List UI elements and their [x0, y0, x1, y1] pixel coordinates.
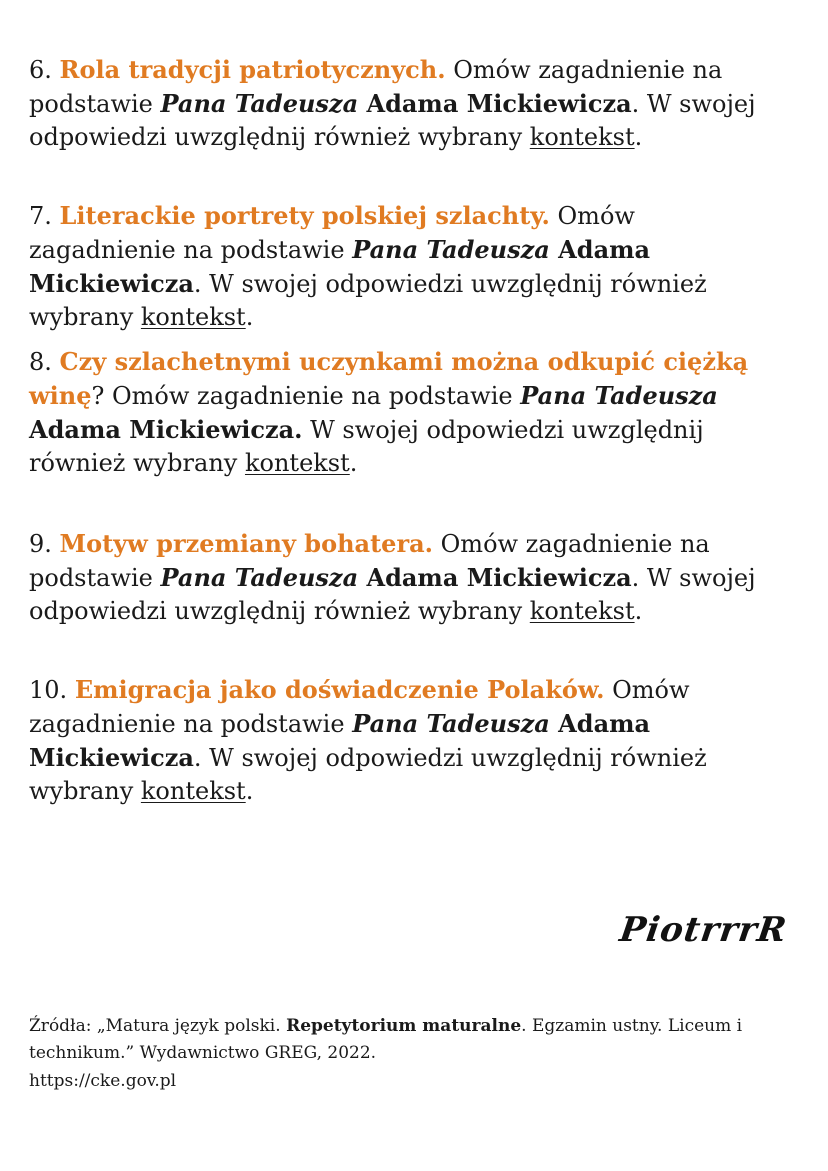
question-8: [29, 345, 789, 480]
book-author: Adama Mickiewicza: [358, 89, 632, 118]
book-title: Pana Tadeusza: [160, 563, 359, 592]
book-author: Adama Mickiewicza: [29, 709, 651, 772]
kontekst-link[interactable]: kontekst: [140, 777, 246, 805]
question-end: .: [634, 597, 643, 625]
sources-prefix: Źródła: „Matura język polski.: [29, 1016, 287, 1036]
question-number: 8.: [29, 348, 52, 376]
question-end: .: [245, 777, 254, 805]
question-text-after: . W swojej odpowiedzi uwzględnij również wybrany: [29, 564, 756, 625]
question-text: Omów zagadnienie na podstawie: [29, 202, 635, 264]
question-topic: Motyw przemiany bohatera.: [59, 529, 433, 558]
book-title: Pana Tadeusza: [352, 235, 550, 264]
question-text-after: W swojej odpowiedzi uwzględnij również wybrany: [29, 416, 704, 477]
source-url-link[interactable]: https://cke.gov.pl: [29, 1071, 177, 1091]
question-text: Omów zagadnienie na podstawie: [29, 676, 690, 738]
question-number: 9.: [29, 530, 52, 558]
book-author: Adama Mickiewicza: [29, 235, 651, 298]
book-author: Adama Mickiewicza.: [29, 415, 303, 444]
kontekst-link[interactable]: kontekst: [140, 303, 246, 331]
kontekst-link[interactable]: kontekst: [244, 449, 350, 477]
kontekst-link[interactable]: kontekst: [529, 123, 635, 151]
question-number: 6.: [29, 56, 52, 84]
question-text: ? Omów zagadnienie na podstawie: [91, 382, 521, 410]
question-topic: Rola tradycji patriotycznych.: [59, 55, 446, 84]
kontekst-link[interactable]: kontekst: [529, 597, 635, 625]
book-title: Pana Tadeusza: [352, 709, 550, 738]
question-end: .: [245, 303, 254, 331]
question-text-after: . W swojej odpowiedzi uwzględnij również wybrany: [29, 744, 707, 805]
book-title: Pana Tadeusza: [520, 381, 718, 410]
question-number: 10.: [29, 676, 68, 704]
question-text-after: . W swojej odpowiedzi uwzględnij również wybrany: [29, 270, 707, 331]
book-author: Adama Mickiewicza: [358, 563, 632, 592]
question-text: Omów zagadnienie na podstawie: [29, 56, 723, 118]
author-signature: PiotrrrR: [617, 910, 790, 950]
book-title: Pana Tadeusza: [160, 89, 359, 118]
question-number: 7.: [29, 202, 52, 230]
question-text-after: . W swojej odpowiedzi uwzględnij również wybrany: [29, 90, 756, 151]
question-7: [29, 199, 789, 334]
question-end: .: [634, 123, 643, 151]
question-end: .: [349, 449, 358, 477]
question-9: [29, 527, 789, 628]
question-topic: Czy szlachetnymi uczynkami można odkupić ciężką winę: [29, 347, 749, 410]
sources-bold-title: Repetytorium maturalne: [286, 1016, 522, 1036]
question-topic: Emigracja jako doświadczenie Polaków.: [74, 675, 605, 704]
question-topic: Literackie portrety polskiej szlachty.: [59, 201, 550, 230]
sources-suffix: . Egzamin ustny. Liceum i technikum.” Wydawnictwo GREG, 2022.: [29, 1016, 743, 1063]
sources-note: [29, 1013, 789, 1067]
question-10: [29, 673, 789, 808]
question-6: [29, 53, 789, 154]
question-text: Omów zagadnienie na podstawie: [29, 530, 710, 592]
